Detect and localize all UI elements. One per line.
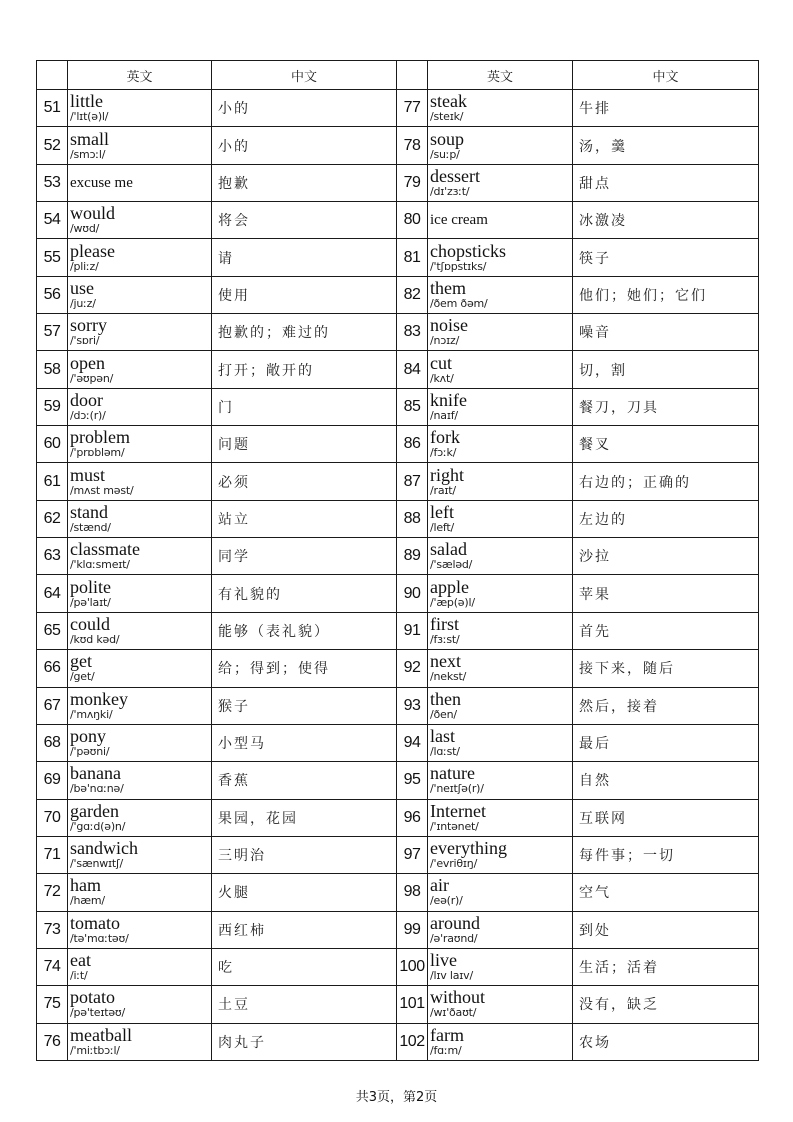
phonetic-transcription: /'miːtbɔːl/ (70, 1043, 120, 1057)
english-word: air (430, 875, 449, 896)
english-cell (68, 314, 212, 351)
phonetic-transcription: /smɔːl/ (70, 147, 106, 161)
english-word: salad (430, 539, 467, 560)
table-row (37, 463, 759, 500)
row-number: 95 (397, 762, 428, 799)
phonetic-transcription: /'pəʊni/ (70, 745, 110, 759)
chinese-meaning: 能够（表礼貌） (212, 612, 397, 649)
english-cell (68, 463, 212, 500)
english-word: live (430, 950, 457, 971)
phonetic-transcription: /ðen/ (430, 707, 457, 721)
english-word: apple (430, 576, 469, 597)
english-cell (428, 426, 573, 463)
chinese-meaning: 右边的；正确的 (573, 463, 759, 500)
phonetic-transcription: /'sæləd/ (430, 558, 473, 572)
chinese-meaning: 互联网 (573, 799, 759, 836)
english-word: potato (70, 987, 115, 1008)
english-word: pony (70, 726, 106, 747)
table-row (37, 164, 759, 201)
english-word: little (70, 91, 103, 112)
phonetic-transcription: /kʊd kəd/ (70, 632, 120, 646)
phonetic-transcription: /bə'nɑːnə/ (70, 782, 124, 796)
row-number: 55 (37, 239, 68, 276)
row-number: 85 (397, 388, 428, 425)
row-number: 72 (37, 874, 68, 911)
chinese-meaning: 每件事；一切 (573, 836, 759, 873)
english-word: please (70, 240, 115, 261)
phonetic-transcription: /kʌt/ (430, 371, 454, 385)
english-cell (428, 500, 573, 537)
phonetic-transcription: /get/ (70, 670, 95, 684)
chinese-meaning: 抱歉 (212, 164, 397, 201)
chinese-meaning: 噪音 (573, 314, 759, 351)
chinese-meaning: 猴子 (212, 687, 397, 724)
english-word: ham (70, 875, 101, 896)
chinese-meaning: 左边的 (573, 500, 759, 537)
english-cell (68, 276, 212, 313)
chinese-meaning: 餐刀，刀具 (573, 388, 759, 425)
phonetic-transcription: /'əʊpən/ (70, 371, 114, 385)
chinese-meaning: 打开；敞开的 (212, 351, 397, 388)
phonetic-transcription: /nekst/ (430, 670, 467, 684)
row-number: 58 (37, 351, 68, 388)
english-cell (428, 127, 573, 164)
table-row (37, 351, 759, 388)
chinese-meaning: 筷子 (573, 239, 759, 276)
phonetic-transcription: /pə'teɪtəʊ/ (70, 1006, 126, 1020)
row-number: 82 (397, 276, 428, 313)
table-row (37, 575, 759, 612)
header-english-right: 英文 (428, 61, 573, 90)
phonetic-transcription: /'gɑːd(ə)n/ (70, 819, 126, 833)
english-word: steak (430, 91, 467, 112)
english-word: cut (430, 352, 452, 373)
english-cell (428, 986, 573, 1023)
phonetic-transcription: /ðem ðəm/ (430, 296, 488, 310)
table-header-row (37, 61, 759, 90)
english-cell (68, 724, 212, 761)
english-cell (68, 90, 212, 127)
chinese-meaning: 小的 (212, 127, 397, 164)
english-word: polite (70, 576, 111, 597)
english-cell (68, 911, 212, 948)
chinese-meaning: 香蕉 (212, 762, 397, 799)
table-row (37, 762, 759, 799)
row-number: 80 (397, 202, 428, 239)
chinese-meaning: 沙拉 (573, 538, 759, 575)
english-cell (68, 650, 212, 687)
english-word: small (70, 128, 109, 149)
phonetic-transcription: /raɪt/ (430, 483, 456, 497)
english-cell (428, 762, 573, 799)
table-row (37, 426, 759, 463)
english-cell (428, 351, 573, 388)
chinese-meaning: 接下来，随后 (573, 650, 759, 687)
table-row (37, 500, 759, 537)
row-number: 92 (397, 650, 428, 687)
row-number: 51 (37, 90, 68, 127)
chinese-meaning: 请 (212, 239, 397, 276)
table-row (37, 911, 759, 948)
chinese-meaning: 西红柿 (212, 911, 397, 948)
english-cell (428, 650, 573, 687)
table-row (37, 836, 759, 873)
table-row (37, 612, 759, 649)
english-cell (68, 687, 212, 724)
chinese-meaning: 使用 (212, 276, 397, 313)
english-cell (428, 202, 573, 239)
chinese-meaning: 问题 (212, 426, 397, 463)
english-word: classmate (70, 539, 140, 560)
chinese-meaning: 站立 (212, 500, 397, 537)
chinese-meaning: 吃 (212, 948, 397, 985)
english-word: could (70, 613, 110, 634)
row-number: 78 (397, 127, 428, 164)
english-word: left (430, 501, 454, 522)
english-word: fork (430, 427, 460, 448)
english-cell (428, 911, 573, 948)
english-cell (428, 164, 573, 201)
phonetic-transcription: /juːz/ (70, 296, 96, 310)
english-cell (68, 538, 212, 575)
row-number: 93 (397, 687, 428, 724)
header-num-left (37, 61, 68, 90)
phonetic-transcription: /stænd/ (70, 520, 111, 534)
chinese-meaning: 没有，缺乏 (573, 986, 759, 1023)
english-cell (68, 127, 212, 164)
row-number: 97 (397, 836, 428, 873)
english-word: without (430, 987, 486, 1008)
chinese-meaning: 然后，接着 (573, 687, 759, 724)
chinese-meaning: 首先 (573, 612, 759, 649)
phonetic-transcription: /'neɪtʃə(r)/ (430, 782, 484, 796)
english-word: dessert (430, 165, 480, 186)
phonetic-transcription: /'lɪt(ə)l/ (70, 110, 109, 124)
english-word: problem (70, 427, 130, 448)
english-word: knife (430, 389, 467, 410)
phonetic-transcription: /wʊd/ (70, 222, 100, 236)
chinese-meaning: 将会 (212, 202, 397, 239)
vocabulary-table (36, 60, 759, 1061)
chinese-meaning: 肉丸子 (212, 1023, 397, 1060)
table-row (37, 687, 759, 724)
table-row (37, 538, 759, 575)
english-cell (68, 575, 212, 612)
chinese-meaning: 抱歉的；难过的 (212, 314, 397, 351)
english-word: next (430, 651, 461, 672)
english-word: garden (70, 800, 119, 821)
phonetic-transcription: /'mʌŋki/ (70, 707, 113, 721)
phonetic-transcription: /iːt/ (70, 969, 88, 983)
table-row (37, 986, 759, 1023)
english-word: last (430, 726, 455, 747)
english-word: right (430, 464, 464, 485)
chinese-meaning: 果园，花园 (212, 799, 397, 836)
row-number: 98 (397, 874, 428, 911)
phonetic-transcription: /'prɒbləm/ (70, 446, 125, 460)
phonetic-transcription: /'sænwɪtʃ/ (70, 857, 124, 871)
phonetic-transcription: /'ɪntənet/ (430, 819, 479, 833)
row-number: 62 (37, 500, 68, 537)
english-cell (68, 874, 212, 911)
row-number: 90 (397, 575, 428, 612)
chinese-meaning: 汤，羹 (573, 127, 759, 164)
phonetic-transcription: /lɑːst/ (430, 745, 460, 759)
table-row (37, 724, 759, 761)
phonetic-transcription: /pə'laɪt/ (70, 595, 111, 609)
chinese-meaning: 苹果 (573, 575, 759, 612)
phonetic-transcription: /hæm/ (70, 894, 105, 908)
table-row (37, 314, 759, 351)
english-word: banana (70, 763, 121, 784)
table-row (37, 276, 759, 313)
row-number: 63 (37, 538, 68, 575)
row-number: 83 (397, 314, 428, 351)
english-cell (428, 799, 573, 836)
row-number: 74 (37, 948, 68, 985)
row-number: 54 (37, 202, 68, 239)
english-cell (428, 314, 573, 351)
chinese-meaning: 农场 (573, 1023, 759, 1060)
row-number: 91 (397, 612, 428, 649)
english-cell (428, 724, 573, 761)
row-number: 65 (37, 612, 68, 649)
phonetic-transcription: /dɔː(r)/ (70, 408, 106, 422)
phonetic-transcription: /pliːz/ (70, 259, 99, 273)
english-cell (68, 986, 212, 1023)
row-number: 99 (397, 911, 428, 948)
english-word: would (70, 203, 115, 224)
english-cell (68, 799, 212, 836)
english-cell (428, 1023, 573, 1060)
english-word: open (70, 352, 105, 373)
phonetic-transcription: /suːp/ (430, 147, 460, 161)
table-row (37, 90, 759, 127)
table-row (37, 388, 759, 425)
chinese-meaning: 切，割 (573, 351, 759, 388)
row-number: 86 (397, 426, 428, 463)
english-word: around (430, 912, 480, 933)
chinese-meaning: 甜点 (573, 164, 759, 201)
header-english-left: 英文 (68, 61, 212, 90)
english-word: meatball (70, 1024, 132, 1045)
phonetic-transcription: /dɪ'zɜːt/ (430, 184, 470, 198)
row-number: 84 (397, 351, 428, 388)
english-cell (428, 388, 573, 425)
english-word: use (70, 277, 94, 298)
row-number: 96 (397, 799, 428, 836)
row-number: 75 (37, 986, 68, 1023)
phonetic-transcription: /'tʃɒpstɪks/ (430, 259, 487, 273)
row-number: 66 (37, 650, 68, 687)
table-row (37, 799, 759, 836)
chinese-meaning: 最后 (573, 724, 759, 761)
english-cell (428, 612, 573, 649)
english-word: tomato (70, 912, 120, 933)
table-row (37, 239, 759, 276)
page-footer: 共3页，第2页 (355, 1090, 438, 1105)
header-num-right (397, 61, 428, 90)
chinese-meaning: 必须 (212, 463, 397, 500)
english-word: ice cream (430, 212, 488, 229)
row-number: 71 (37, 836, 68, 873)
row-number: 61 (37, 463, 68, 500)
english-cell (428, 874, 573, 911)
phonetic-transcription: /eə(r)/ (430, 894, 463, 908)
english-word: everything (430, 838, 507, 859)
chinese-meaning: 小的 (212, 90, 397, 127)
chinese-meaning: 冰激凌 (573, 202, 759, 239)
english-cell (428, 575, 573, 612)
chinese-meaning: 他们；她们；它们 (573, 276, 759, 313)
english-word: sandwich (70, 838, 138, 859)
row-number: 60 (37, 426, 68, 463)
phonetic-transcription: /mʌst məst/ (70, 483, 134, 497)
phonetic-transcription: /'evriθɪŋ/ (430, 857, 478, 871)
chinese-meaning: 餐叉 (573, 426, 759, 463)
row-number: 64 (37, 575, 68, 612)
phonetic-transcription: /'æp(ə)l/ (430, 595, 475, 609)
english-cell (428, 538, 573, 575)
chinese-meaning: 到处 (573, 911, 759, 948)
english-cell (68, 388, 212, 425)
english-word: sorry (70, 315, 107, 336)
row-number: 68 (37, 724, 68, 761)
english-cell (68, 164, 212, 201)
table-row (37, 127, 759, 164)
english-word: soup (430, 128, 465, 149)
phonetic-transcription: /fɑːm/ (430, 1043, 462, 1057)
row-number: 81 (397, 239, 428, 276)
english-cell (68, 1023, 212, 1060)
english-word: noise (430, 315, 468, 336)
english-word: door (70, 389, 103, 410)
english-word: excuse me (70, 174, 133, 191)
english-word: must (70, 464, 106, 485)
phonetic-transcription: /ə'raʊnd/ (430, 931, 478, 945)
phonetic-transcription: /tə'mɑːtəʊ/ (70, 931, 129, 945)
english-word: monkey (70, 688, 128, 709)
table-row (37, 650, 759, 687)
english-cell (428, 276, 573, 313)
chinese-meaning: 生活；活着 (573, 948, 759, 985)
row-number: 53 (37, 164, 68, 201)
english-cell (428, 948, 573, 985)
row-number: 79 (397, 164, 428, 201)
row-number: 70 (37, 799, 68, 836)
chinese-meaning: 小型马 (212, 724, 397, 761)
english-cell (428, 239, 573, 276)
english-cell (428, 463, 573, 500)
row-number: 69 (37, 762, 68, 799)
english-word: them (430, 277, 466, 298)
english-word: farm (430, 1024, 464, 1045)
english-cell (68, 500, 212, 537)
english-cell (68, 202, 212, 239)
header-chinese-right: 中文 (573, 61, 759, 90)
phonetic-transcription: /nɔɪz/ (430, 334, 460, 348)
row-number: 67 (37, 687, 68, 724)
row-number: 77 (397, 90, 428, 127)
row-number: 100 (397, 948, 428, 985)
phonetic-transcription: /naɪf/ (430, 408, 458, 422)
row-number: 56 (37, 276, 68, 313)
phonetic-transcription: /steɪk/ (430, 110, 464, 124)
chinese-meaning: 有礼貌的 (212, 575, 397, 612)
english-word: eat (70, 950, 91, 971)
row-number: 102 (397, 1023, 428, 1060)
english-word: chopsticks (430, 240, 506, 261)
phonetic-transcription: /fɜːst/ (430, 632, 460, 646)
english-cell (68, 836, 212, 873)
chinese-meaning: 土豆 (212, 986, 397, 1023)
phonetic-transcription: /wɪ'ðaʊt/ (430, 1006, 477, 1020)
table-row (37, 874, 759, 911)
english-cell (68, 762, 212, 799)
row-number: 87 (397, 463, 428, 500)
row-number: 94 (397, 724, 428, 761)
english-cell (428, 90, 573, 127)
phonetic-transcription: /fɔːk/ (430, 446, 457, 460)
english-word: stand (70, 501, 108, 522)
phonetic-transcription: /'sɒri/ (70, 334, 100, 348)
row-number: 52 (37, 127, 68, 164)
english-cell (68, 239, 212, 276)
chinese-meaning: 火腿 (212, 874, 397, 911)
english-word: nature (430, 763, 475, 784)
chinese-meaning: 给；得到；使得 (212, 650, 397, 687)
row-number: 88 (397, 500, 428, 537)
phonetic-transcription: /'klɑːsmeɪt/ (70, 558, 130, 572)
chinese-meaning: 门 (212, 388, 397, 425)
chinese-meaning: 空气 (573, 874, 759, 911)
english-word: get (70, 651, 92, 672)
phonetic-transcription: /lɪv laɪv/ (430, 969, 473, 983)
chinese-meaning: 自然 (573, 762, 759, 799)
english-word: Internet (430, 800, 486, 821)
chinese-meaning: 同学 (212, 538, 397, 575)
english-cell (68, 948, 212, 985)
chinese-meaning: 三明治 (212, 836, 397, 873)
english-cell (68, 351, 212, 388)
row-number: 73 (37, 911, 68, 948)
english-word: first (430, 613, 459, 634)
row-number: 89 (397, 538, 428, 575)
row-number: 101 (397, 986, 428, 1023)
header-chinese-left: 中文 (212, 61, 397, 90)
row-number: 76 (37, 1023, 68, 1060)
table-row (37, 202, 759, 239)
row-number: 59 (37, 388, 68, 425)
table-row (37, 948, 759, 985)
english-word: then (430, 688, 461, 709)
table-row (37, 1023, 759, 1060)
phonetic-transcription: /left/ (430, 520, 455, 534)
english-cell (428, 836, 573, 873)
chinese-meaning: 牛排 (573, 90, 759, 127)
english-cell (428, 687, 573, 724)
english-cell (68, 612, 212, 649)
english-cell (68, 426, 212, 463)
row-number: 57 (37, 314, 68, 351)
